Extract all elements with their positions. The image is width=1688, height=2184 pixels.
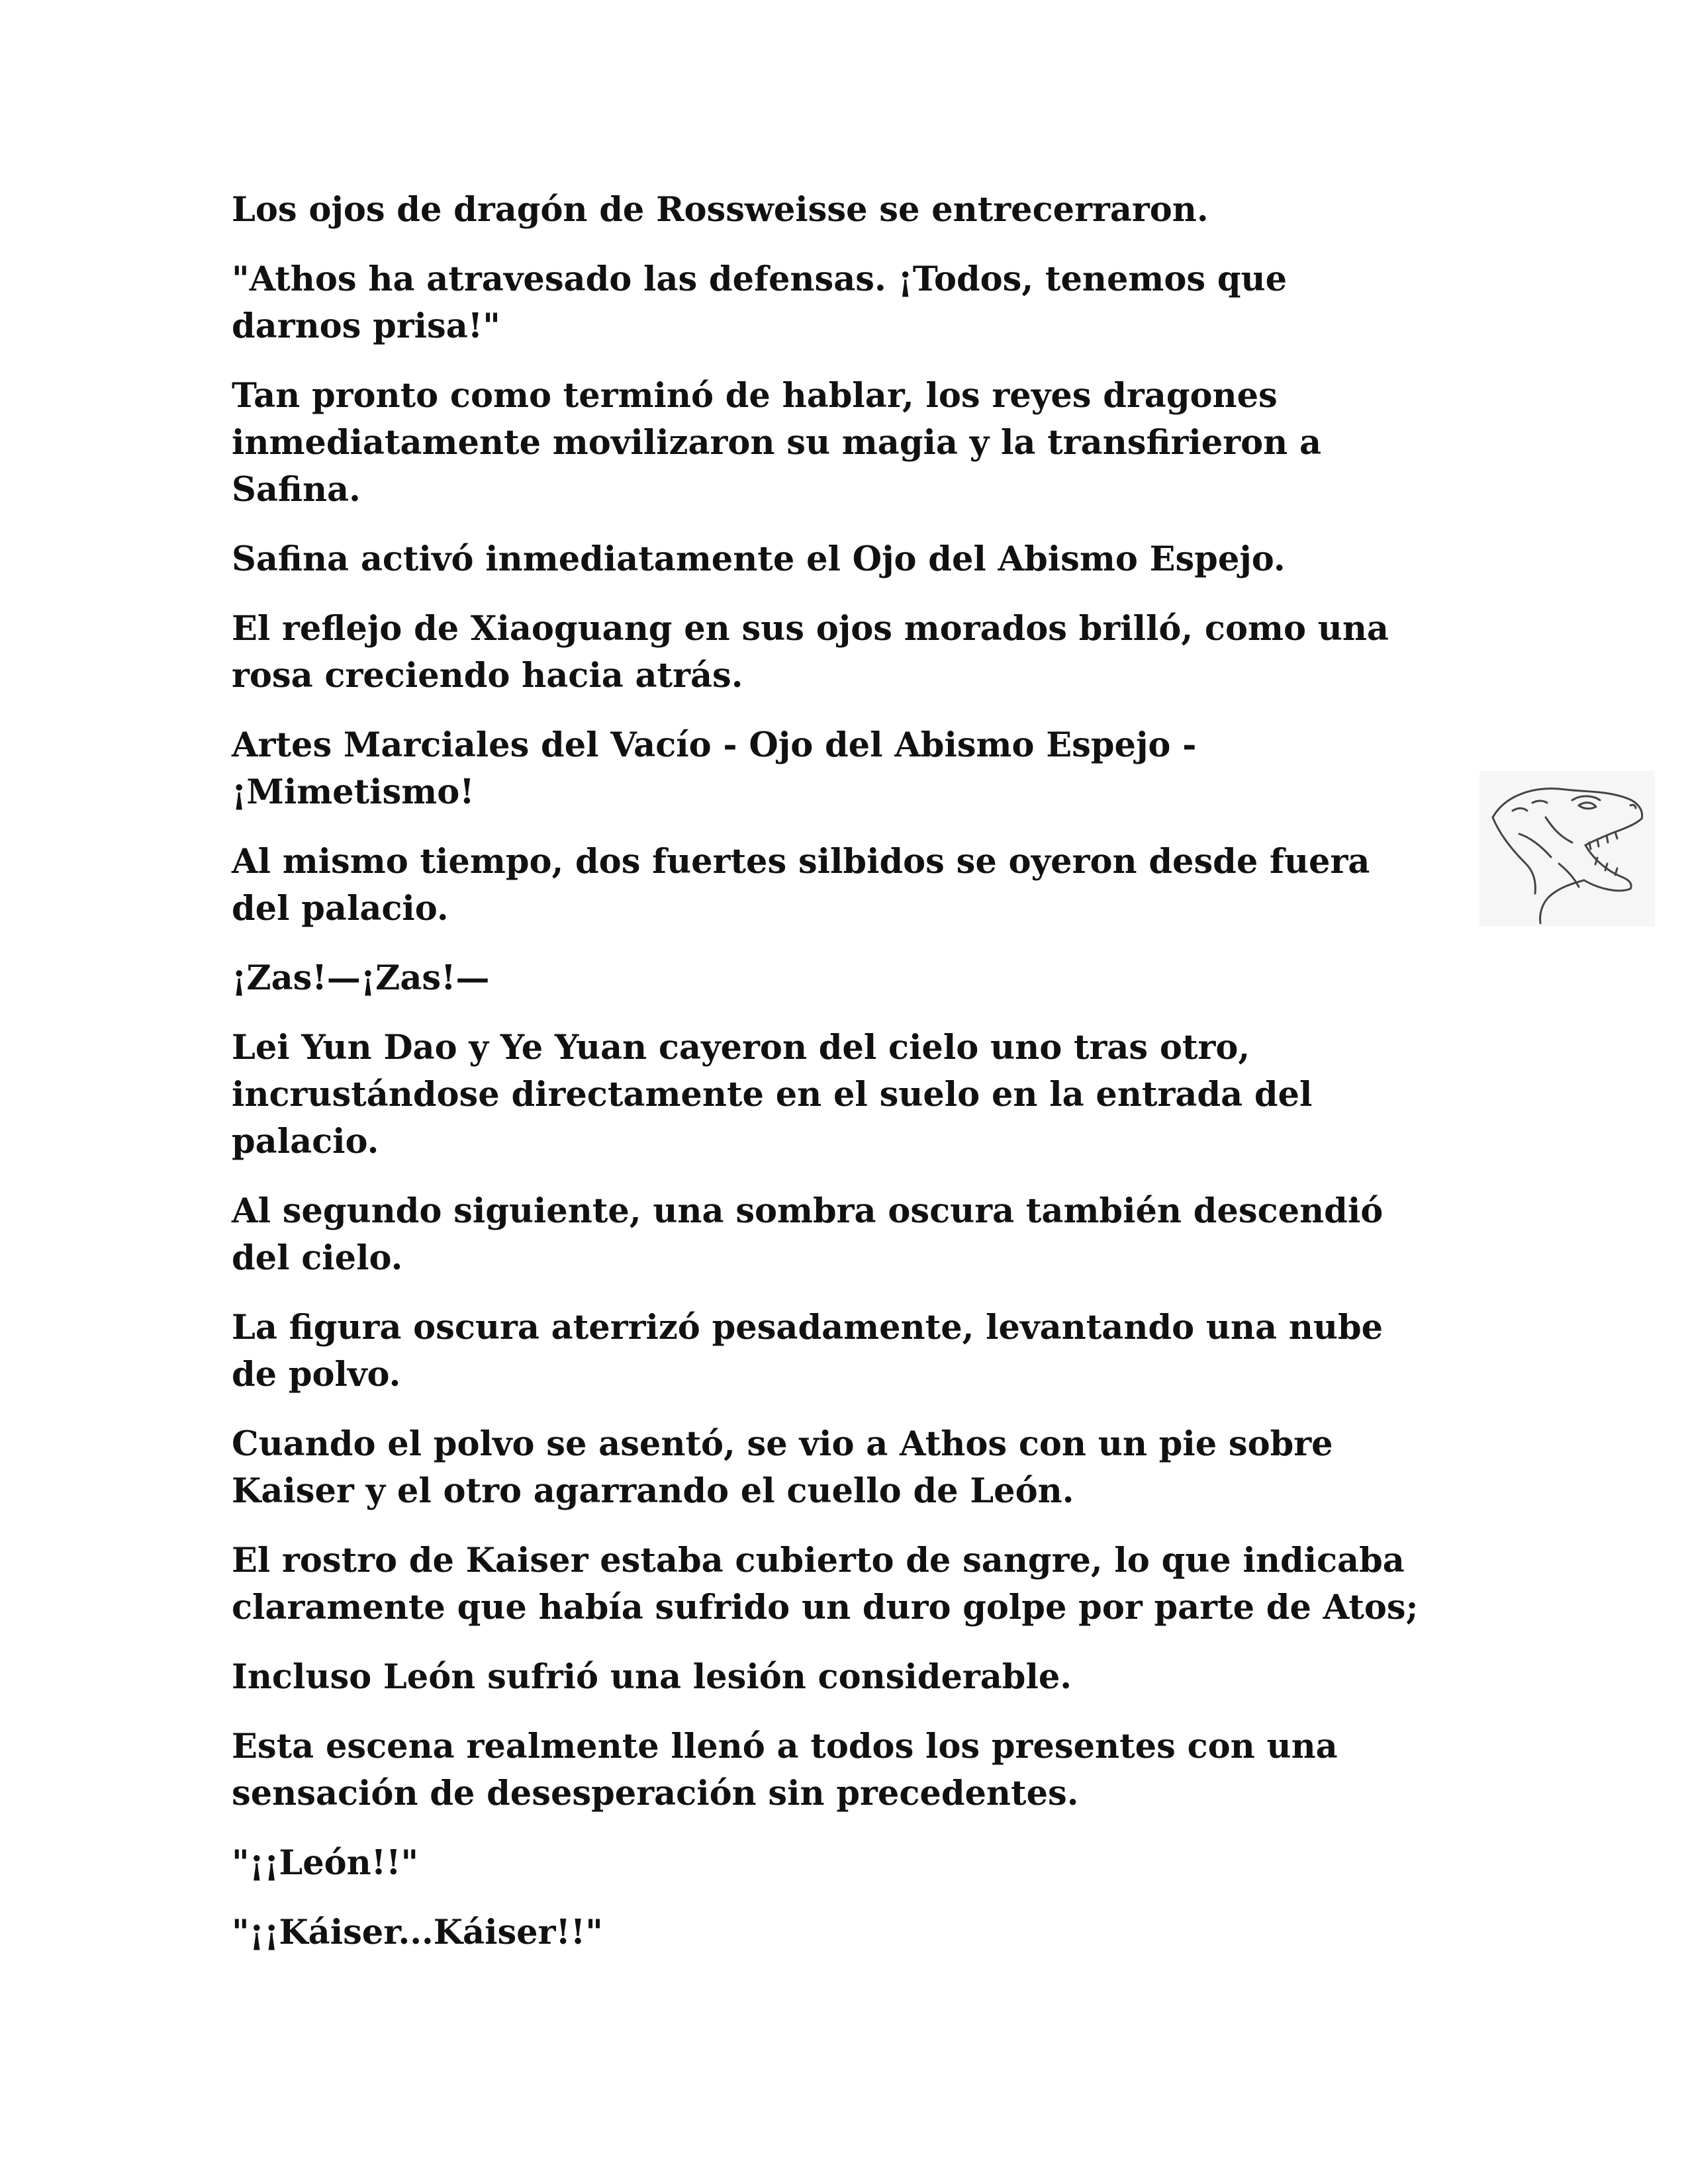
paragraph: Lei Yun Dao y Ye Yuan cayeron del cielo uno tras otro, incrustándose directamente en el suelo en la entrada del palacio. — [232, 1028, 1313, 1161]
paragraph: Esta escena realmente llenó a todos los presentes con una sensación de desesperación sin precedentes. — [232, 1727, 1338, 1813]
document-body — [232, 187, 1476, 1979]
paragraph: Cuando el polvo se asentó, se vio a Athos con un pie sobre Kaiser y el otro agarrando el cuello de León. — [232, 1424, 1333, 1511]
paragraph: Tan pronto como terminó de hablar, los reyes dragones inmediatamente movilizaron su magia y la transfirieron a Safina. — [232, 376, 1322, 510]
paragraph: Artes Marciales del Vacío - Ojo del Abismo Espejo - ¡Mimetismo! — [232, 725, 1197, 812]
paragraph: Los ojos de dragón de Rossweisse se entrecerraron. — [232, 190, 1209, 230]
paragraph: El rostro de Kaiser estaba cubierto de sangre, lo que indicaba claramente que había sufrido un duro golpe por parte de Atos; — [232, 1541, 1419, 1627]
paragraph: Incluso León sufrió una lesión considerable. — [232, 1657, 1072, 1697]
paragraph: Al mismo tiempo, dos fuertes silbidos se oyeron desde fuera del palacio. — [232, 842, 1370, 929]
paragraph: "¡¡Káiser...Káiser!!" — [232, 1913, 603, 1952]
paragraph: La figura oscura aterrizó pesadamente, levantando una nube de polvo. — [232, 1308, 1383, 1394]
paragraph: Safina activó inmediatamente el Ojo del Abismo Espejo. — [232, 539, 1286, 579]
paragraph: "Athos ha atravesado las defensas. ¡Todos, tenemos que darnos prisa!" — [232, 259, 1288, 346]
paragraph: "¡¡León!!" — [232, 1843, 419, 1883]
dinosaur-head-sketch — [1479, 771, 1655, 927]
paragraph: El reflejo de Xiaoguang en sus ojos morados brilló, como una rosa creciendo hacia atrás. — [232, 609, 1389, 696]
dinosaur-head-icon — [1479, 771, 1655, 927]
paragraph: Al segundo siguiente, una sombra oscura también descendió del cielo. — [232, 1191, 1383, 1278]
paragraph: ¡Zas!—¡Zas!— — [232, 958, 490, 998]
